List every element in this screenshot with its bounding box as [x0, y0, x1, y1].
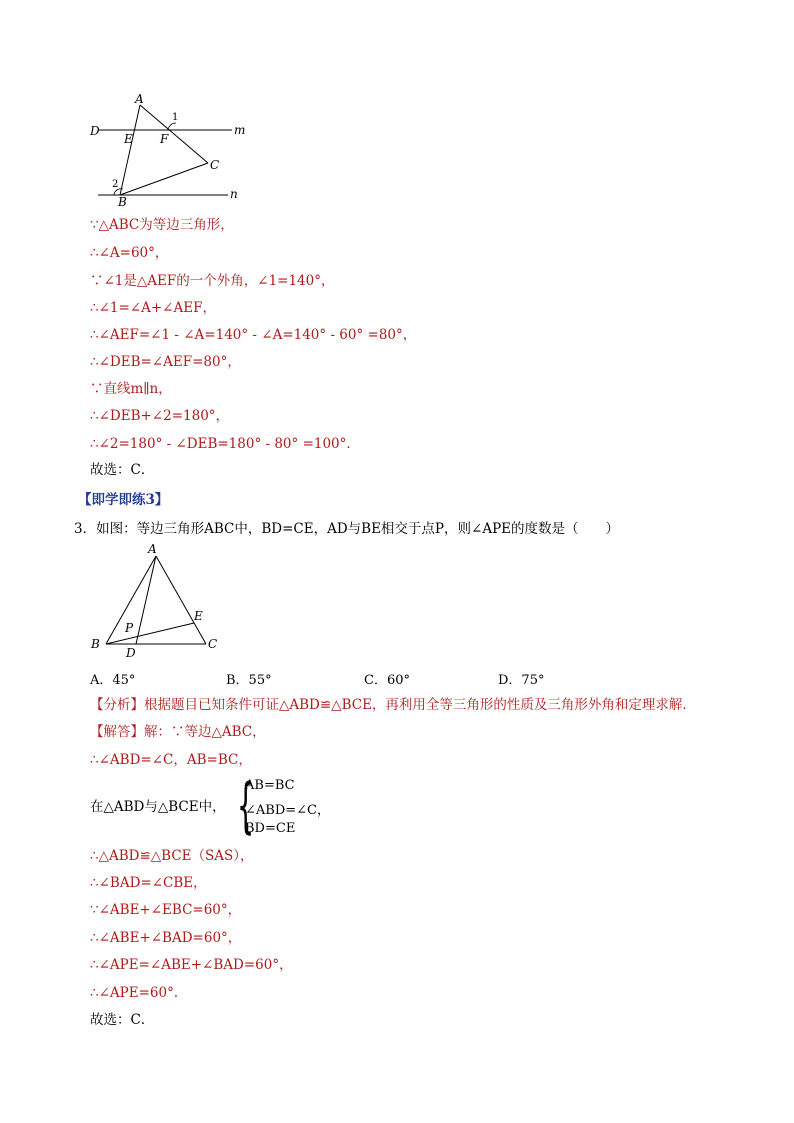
- question-3: 3．如图：等边三角形ABC中，BD=CE，AD与BE相交于点P，则∠APE的度数是（ ）: [74, 521, 620, 537]
- label-P: P: [125, 621, 134, 635]
- figure-parallel-lines-triangle: [84, 90, 264, 210]
- label-B: B: [91, 637, 100, 651]
- solution1-line: ∴∠AEF=∠1 - ∠A=140° - ∠A=140° - 60° =80°，: [90, 327, 417, 343]
- label-n: n: [230, 187, 238, 201]
- segment-AD: [136, 556, 156, 644]
- label-D: D: [126, 646, 136, 660]
- label-F: F: [160, 132, 169, 146]
- left-brace: {: [237, 771, 255, 841]
- label-E: E: [194, 609, 203, 623]
- solution1-line: ∵直线m∥n，: [90, 381, 172, 397]
- system-eq-3: BD=CE: [245, 821, 296, 836]
- analysis: 【分析】根据题目已知条件可证△ABD≌△BCE，再利用全等三角形的性质及三角形外角和定理求解．: [90, 697, 696, 713]
- label-D: D: [90, 124, 100, 138]
- figure-equilateral-triangle: [84, 540, 234, 662]
- label-m: m: [234, 123, 246, 137]
- solution1-line: ∵△ABC为等边三角形，: [90, 217, 234, 233]
- label-2: 2: [112, 179, 119, 190]
- section-heading: 【即学即练3】: [78, 492, 169, 508]
- solution1-line: ∴∠2=180° - ∠DEB=180° - 80° =100°．: [90, 436, 360, 452]
- solution1-line: ∴∠A=60°，: [90, 245, 169, 261]
- segment-AC: [156, 556, 206, 644]
- label-A: A: [148, 542, 157, 556]
- equation-system: [237, 771, 347, 841]
- solution1-line: ∵∠1是△AEF的一个外角，∠1=140°，: [90, 273, 335, 289]
- segment-AB: [120, 105, 140, 195]
- segment-BC: [120, 163, 208, 195]
- in-triangles-text: 在△ABD与△BCE中，: [90, 799, 226, 815]
- label-1: 1: [172, 112, 179, 123]
- label-C: C: [208, 637, 218, 651]
- answer-head: 【解答】解：∵等边△ABC，: [90, 724, 266, 740]
- choice-c[interactable]: C．60°: [364, 673, 410, 688]
- system-eq-2: ∠ABD=∠C，: [245, 803, 330, 818]
- label-A: A: [135, 92, 144, 106]
- label-B: B: [118, 195, 127, 209]
- solution1-line: ∴∠DEB+∠2=180°，: [90, 408, 230, 424]
- choice-a[interactable]: A．45°: [90, 673, 136, 688]
- choice-d[interactable]: D．75°: [498, 673, 545, 688]
- step1: ∴∠ABD=∠C，AB=BC，: [90, 752, 252, 768]
- solution1-line: ∴∠1=∠A+∠AEF，: [90, 300, 216, 316]
- label-E: E: [124, 132, 133, 146]
- label-C: C: [210, 158, 220, 172]
- answer2: 故选：C．: [90, 1012, 155, 1028]
- solution2-line: ∴△ABD≌△BCE（SAS），: [90, 848, 254, 864]
- solution1-line: ∴∠DEB=∠AEF=80°，: [90, 354, 241, 370]
- system-eq-1: AB=BC: [245, 778, 295, 793]
- solution2-line: ∵∠ABE+∠EBC=60°，: [90, 902, 242, 918]
- segment-BE: [106, 623, 194, 644]
- solution2-line: ∴∠ABE+∠BAD=60°，: [90, 930, 242, 946]
- answer1: 故选：C．: [90, 462, 155, 478]
- choice-b[interactable]: B．55°: [226, 673, 272, 688]
- solution2-line: ∴∠BAD=∠CBE，: [90, 875, 207, 891]
- angle-1-arc: [168, 123, 176, 130]
- solution2-line: ∴∠APE=∠ABE+∠BAD=60°，: [90, 957, 293, 973]
- solution2-line: ∴∠APE=60°．: [90, 985, 188, 1001]
